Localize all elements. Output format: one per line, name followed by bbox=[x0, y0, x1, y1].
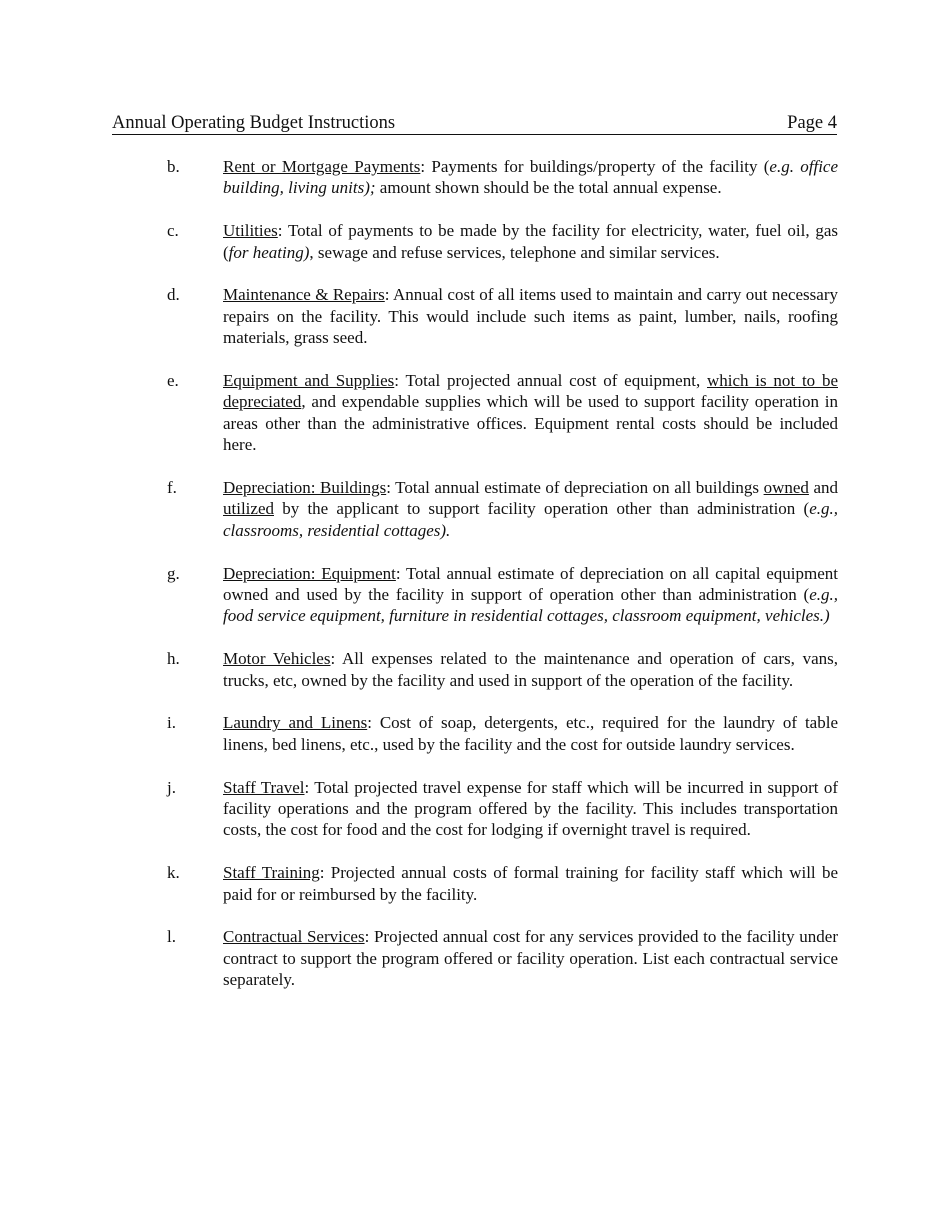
text-run: : Annual cost of all items used to maintain and carry out necessary repairs on the facility. This would include such items as paint, lumber, nails, roofing materials, grass seed. bbox=[223, 285, 838, 348]
underlined-term: Utilities bbox=[223, 221, 278, 241]
item-text bbox=[223, 862, 838, 905]
italic-text: for heating) bbox=[228, 242, 310, 262]
text-run: : Total annual estimate of depreciation on all buildings bbox=[386, 478, 764, 498]
underlined-term: Motor Vehicles bbox=[223, 649, 331, 669]
text-run: and bbox=[808, 478, 839, 498]
item-label: j. bbox=[167, 777, 176, 797]
list-item bbox=[167, 477, 838, 541]
text-run: : Payments for buildings/property of the facility ( bbox=[420, 157, 770, 176]
text-run: : Total of payments to be made by the facility for electricity, water, fuel oil, gas ( bbox=[223, 221, 838, 262]
list-item bbox=[167, 648, 838, 691]
item-label: g. bbox=[167, 563, 180, 583]
list-item bbox=[167, 862, 838, 905]
underlined-term: Maintenance & Repairs bbox=[223, 285, 385, 305]
page-header bbox=[112, 112, 837, 135]
item-text bbox=[223, 477, 838, 541]
item-label: b. bbox=[167, 157, 180, 176]
list-item bbox=[167, 777, 838, 841]
underlined-term: Staff Travel bbox=[223, 777, 305, 797]
list-item bbox=[167, 220, 838, 263]
underlined-term: Rent or Mortgage Payments bbox=[223, 157, 421, 176]
item-text bbox=[223, 563, 838, 627]
underlined-term: Equipment and Supplies bbox=[223, 371, 395, 391]
item-text bbox=[223, 648, 838, 691]
list-item bbox=[167, 712, 838, 755]
underlined-term: Depreciation: Equipment bbox=[223, 563, 396, 583]
item-text bbox=[223, 156, 838, 199]
text-run: amount shown should be the total annual expense. bbox=[375, 178, 722, 198]
list-item bbox=[167, 926, 838, 990]
list-item bbox=[167, 156, 838, 199]
list-item bbox=[167, 284, 838, 348]
list-item bbox=[167, 563, 838, 627]
underlined-term: Depreciation: Buildings bbox=[223, 478, 387, 498]
text-run: by the applicant to support facility operation other than administration ( bbox=[273, 499, 810, 519]
text-run: , and expendable supplies which will be used to support facility operation in areas other than the administrative offices. Equipment rental costs should be included here. bbox=[223, 392, 838, 455]
instruction-list bbox=[167, 156, 838, 1012]
item-label: d. bbox=[167, 285, 180, 305]
underlined-term: utilized bbox=[223, 499, 274, 519]
underlined-term: which is not to be depreciated bbox=[223, 371, 838, 412]
item-label: l. bbox=[167, 927, 176, 947]
item-text bbox=[223, 370, 838, 456]
text-run: : All expenses related to the maintenance and operation of cars, vans, trucks, etc, owned by the facility and used in support of the operation of the facility. bbox=[223, 649, 838, 690]
item-text bbox=[223, 926, 838, 990]
item-label: c. bbox=[167, 221, 179, 241]
underlined-term: Contractual Services bbox=[223, 927, 365, 947]
item-text bbox=[223, 712, 838, 755]
item-label: f. bbox=[167, 478, 177, 498]
underlined-term: Staff Training bbox=[223, 863, 320, 883]
underlined-term: Laundry and Linens bbox=[223, 713, 368, 733]
item-text bbox=[223, 284, 838, 348]
item-label: h. bbox=[167, 649, 180, 669]
underlined-term: owned bbox=[763, 478, 809, 498]
italic-text: e.g., classrooms, residential cottages). bbox=[223, 499, 838, 540]
text-run: : Projected annual cost for any services provided to the facility under contract to support the program offered or facility operation. List each contractual service separately. bbox=[223, 927, 838, 990]
text-run: : Total projected annual cost of equipment, bbox=[394, 371, 707, 391]
text-run: : Projected annual costs of formal training for facility staff which will be paid for or reimbursed by the facility. bbox=[223, 863, 839, 904]
text-run: : Cost of soap, detergents, etc., required for the laundry of table linens, bed linens, etc., used by the facility and the cost for outside laundry services. bbox=[223, 713, 838, 754]
page-number: Page 4 bbox=[787, 113, 837, 133]
item-text bbox=[223, 777, 838, 841]
italic-text: e.g., food service equipment, furniture in residential cottages, classroom equipment, vehicles.) bbox=[223, 585, 838, 626]
text-run: , sewage and refuse services, telephone and similar services. bbox=[309, 242, 720, 262]
item-label: i. bbox=[167, 713, 176, 733]
item-text bbox=[223, 220, 838, 263]
text-run: : Total annual estimate of depreciation on all capital equipment owned and used by the facility in support of operation other than administration ( bbox=[223, 563, 838, 605]
item-label: k. bbox=[167, 863, 180, 883]
list-item bbox=[167, 370, 838, 456]
item-label: e. bbox=[167, 371, 179, 391]
italic-text: e.g. office building, living units); bbox=[223, 157, 839, 198]
text-run: : Total projected travel expense for staff which will be incurred in support of facility operations and the program offered by the facility. This includes transportation costs, the cost for food and the cost for lodging if overnight travel is required. bbox=[223, 777, 838, 840]
document-title: Annual Operating Budget Instructions bbox=[112, 113, 396, 133]
